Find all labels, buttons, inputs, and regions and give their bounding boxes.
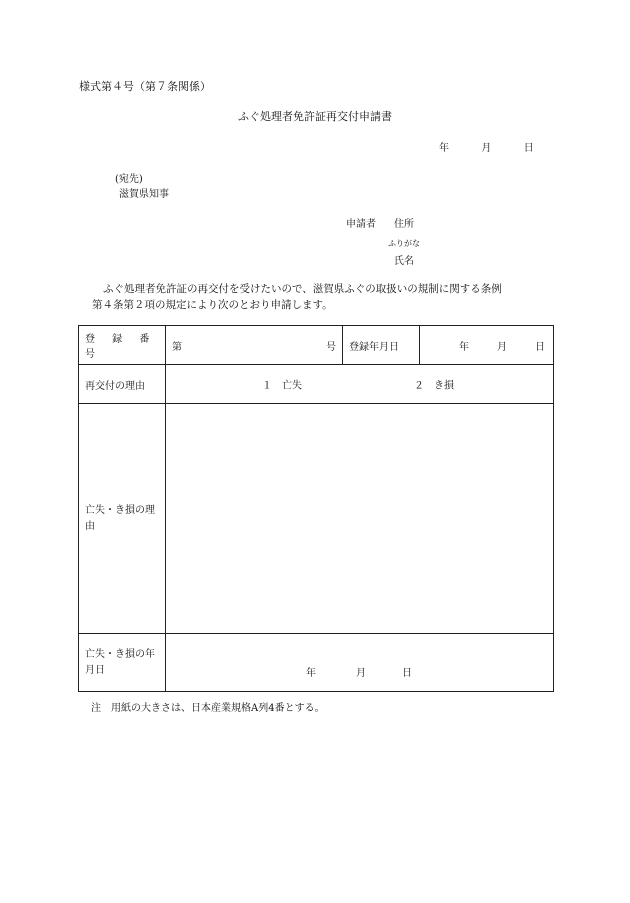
reg-date-label: 登録年月日 (343, 326, 420, 365)
loss-reason-label: 亡失・き損の理由 (79, 404, 166, 634)
statement-line-1: ふぐ処理者免許証の再交付を受けたいので、滋賀県ふぐの取扱いの規制に関する条例 (103, 283, 502, 295)
loss-date-field[interactable] (166, 634, 554, 692)
paper-size-note: 注 用紙の大きさは、日本産業規格A列4番とする。 (91, 703, 325, 714)
reg-number-prefix: 第 (172, 341, 182, 353)
submission-date (439, 139, 534, 154)
reg-number-label: 登 録 番 号 (79, 326, 166, 365)
furigana-label: ふりがな (388, 239, 420, 248)
reason-option-damaged[interactable]: ２ き損 (414, 380, 454, 392)
statement-line-2: 第４条第２項の規定により次のとおり申請します。 (92, 299, 333, 311)
reissue-reason-options[interactable] (166, 365, 554, 404)
page-title: ふぐ処理者免許証再交付申請書 (238, 110, 392, 123)
reason-option-lost[interactable]: １ 亡失 (262, 380, 302, 392)
application-statement (92, 281, 562, 313)
date-month-label: 月 (481, 143, 492, 154)
loss-date-day: 日 (402, 668, 412, 679)
loss-date-year: 年 (306, 668, 316, 679)
reg-date-month: 月 (497, 341, 507, 353)
addressee-name: 滋賀県知事 (119, 189, 169, 200)
reg-date-year: 年 (459, 341, 469, 353)
loss-date-label: 亡失・き損の年月日 (79, 634, 166, 692)
loss-reason-field[interactable] (166, 404, 554, 634)
table-row (79, 634, 554, 692)
reg-date-field[interactable] (420, 326, 554, 365)
reg-number-suffix: 号 (326, 341, 336, 353)
loss-date-month: 月 (356, 668, 366, 679)
date-day-label: 日 (523, 143, 534, 154)
reg-number-field[interactable] (166, 326, 343, 365)
applicant-address-label: 住所 (394, 219, 414, 230)
application-table (78, 325, 554, 692)
table-row (79, 404, 554, 634)
table-row (79, 365, 554, 404)
reg-date-day: 日 (535, 341, 545, 353)
applicant-label: 申請者 (346, 219, 376, 230)
date-year-label: 年 (439, 143, 449, 154)
addressee-label: (宛先) (115, 174, 143, 185)
form-number: 様式第４号（第７条関係） (79, 80, 211, 93)
table-row (79, 326, 554, 365)
applicant-name-label: 氏名 (394, 256, 414, 267)
reissue-reason-label: 再交付の理由 (79, 365, 166, 404)
